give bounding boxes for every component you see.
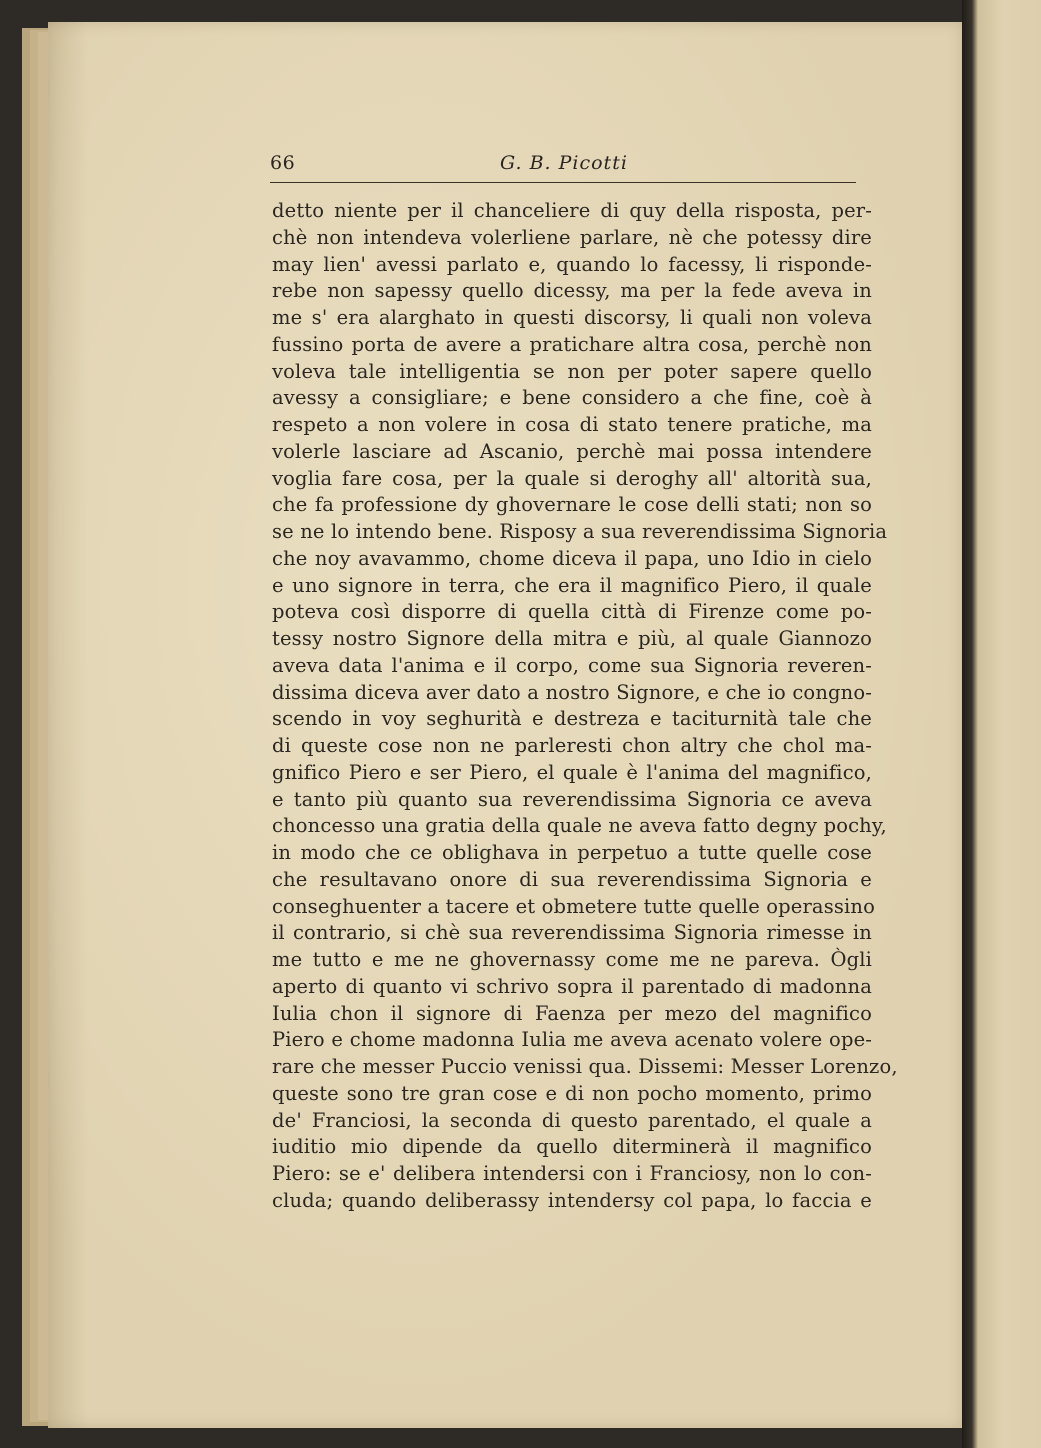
text-line: e tanto più quanto sua reverendissima Signoria ce aveva bbox=[272, 787, 872, 811]
text-line: tessy nostro Signore della mitra e più, al quale Giannozo bbox=[272, 627, 872, 650]
text-line: choncesso una gratia della quale ne aveva fatto degny pochy, bbox=[272, 814, 887, 838]
text-line: avessy a consigliare; e bene considero a che fine, coè à bbox=[272, 386, 872, 410]
text-line: di queste cose non ne parleresti chon altry che chol ma- bbox=[272, 734, 872, 757]
text-line: may lien' avessi parlato e, quando lo facessy, li risponde- bbox=[272, 252, 872, 276]
text-line: respeto a non volere in cosa di stato tenere pratiche, ma bbox=[272, 413, 872, 436]
text-line: conseghuenter a tacere et obmetere tutte quelle operassino bbox=[272, 894, 875, 918]
text-line: e uno signore in terra, che era il magnifico Piero, il quale bbox=[272, 573, 872, 597]
text-line: aperto di quanto vi schrivo sopra il parentado di madonna bbox=[272, 974, 872, 998]
text-line: che resultavano onore di sua reverendissima Signoria e bbox=[272, 867, 872, 891]
text-line: che fa professione dy ghovernare le cose delli stati; non so bbox=[272, 493, 872, 517]
text-line: fussino porta de avere a pratichare altra cosa, perchè non bbox=[272, 332, 872, 356]
text-line: Piero e chome madonna Iulia me aveva acenato volere ope- bbox=[272, 1028, 872, 1052]
text-line: me s' era alarghato in questi discorsy, li quali non voleva bbox=[272, 306, 872, 329]
text-line: gnifico Piero e ser Piero, el quale è l'anima del magnifico, bbox=[272, 760, 872, 784]
text-line: rare che messer Puccio venissi qua. Dissemi: Messer Lorenzo, bbox=[272, 1055, 898, 1078]
text-line: che noy avavammo, chome diceva il papa, uno Idio in cielo bbox=[272, 546, 872, 570]
text-line: cluda; quando deliberassy intendersy col papa, lo faccia e bbox=[272, 1188, 872, 1212]
text-line: iuditio mio dipende da quello diterminerà il magnifico bbox=[272, 1135, 872, 1159]
text-line: chè non intendeva volerliene parlare, nè che potessy dire bbox=[272, 225, 872, 249]
text-line: scendo in voy seghurità e destreza e taciturnità tale che bbox=[272, 707, 872, 731]
text-line: in modo che ce oblighava in perpetuo a tutte quelle cose bbox=[272, 841, 872, 864]
text-line: queste sono tre gran cose e di non pocho momento, primo bbox=[272, 1081, 872, 1105]
text-line: volerle lasciare ad Ascanio, perchè mai possa intendere bbox=[272, 439, 872, 463]
running-header bbox=[270, 152, 856, 183]
text-line: aveva data l'anima e il corpo, come sua Signoria reveren- bbox=[272, 653, 872, 677]
text-line: se ne lo intendo bene. Risposy a sua reverendissima Signoria bbox=[272, 520, 888, 543]
text-line: voglia fare cosa, per la quale si deroghy all' altorità sua, bbox=[272, 466, 872, 490]
text-line: Piero: se e' delibera intendersi con i Franciosy, non lo con- bbox=[272, 1162, 872, 1185]
text-line: de' Franciosi, la seconda di questo parentado, el quale a bbox=[272, 1108, 872, 1132]
text-line: Iulia chon il signore di Faenza per mezo del magnifico bbox=[272, 1001, 872, 1025]
text-line: me tutto e me ne ghovernassy come me ne pareva. Ògli bbox=[272, 948, 872, 971]
text-line: rebe non sapessy quello dicessy, ma per la fede aveva in bbox=[272, 279, 872, 303]
text-line: dissima diceva aver dato a nostro Signore, e che io congno- bbox=[272, 680, 872, 704]
running-title: G. B. Picotti bbox=[500, 152, 628, 174]
text-line: poteva così disporre di quella città di Firenze come po- bbox=[272, 600, 872, 624]
page-number: 66 bbox=[270, 152, 296, 174]
text-line: voleva tale intelligentia se non per poter sapere quello bbox=[272, 359, 872, 383]
book-gutter bbox=[962, 0, 1041, 1448]
text-line: detto niente per il chanceliere di quy della risposta, per- bbox=[272, 199, 872, 222]
body-text bbox=[272, 198, 898, 1215]
text-line: il contrario, si chè sua reverendissima Signoria rimesse in bbox=[272, 921, 872, 945]
